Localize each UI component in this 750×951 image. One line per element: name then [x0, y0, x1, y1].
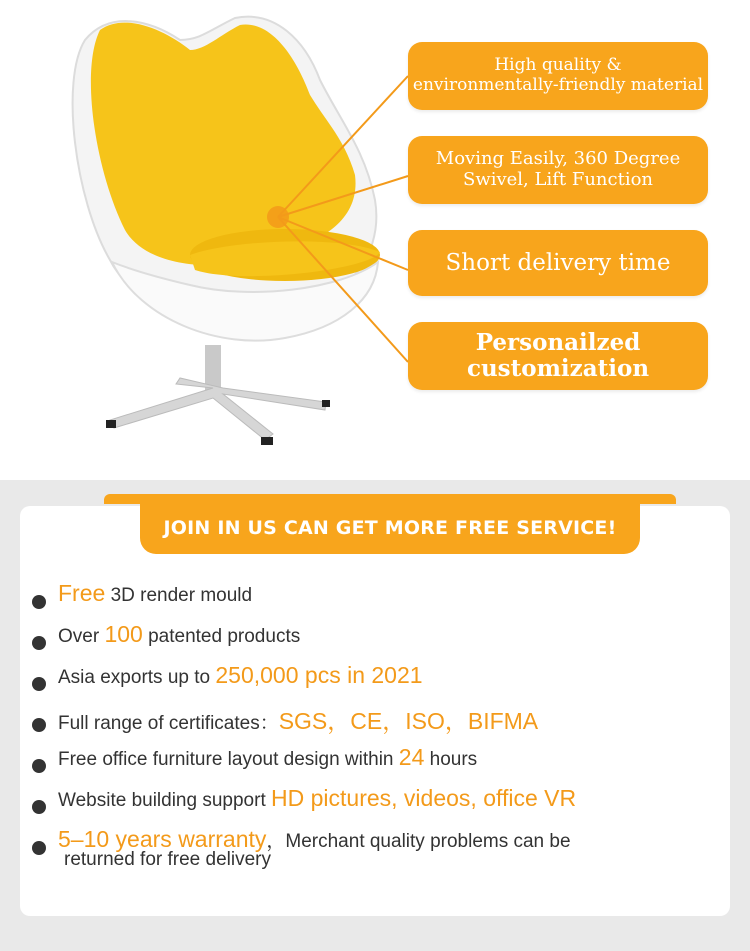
feature-text: ，Merchant quality problems can be — [266, 831, 571, 852]
callout-customization-line1: Personailzed — [475, 328, 641, 356]
callout-material — [408, 42, 708, 110]
feature-text: 3D render mould — [105, 585, 253, 606]
bullet-dot-icon — [32, 677, 46, 691]
callout-swivel-line2: Swivel, Lift Function — [462, 169, 654, 190]
bullet-dot-icon — [32, 595, 46, 609]
feature-text: Over — [58, 626, 105, 647]
bullet-dot-icon — [32, 759, 46, 773]
egg-chair-image — [40, 0, 400, 470]
callout-customization-line2: customization — [466, 355, 650, 382]
list-item — [30, 785, 720, 826]
callout-customization — [408, 322, 708, 390]
list-item — [30, 703, 720, 744]
callout-swivel — [408, 136, 708, 204]
feature-text: Free office furniture layout design within — [58, 749, 399, 770]
feature-text: patented products — [142, 626, 301, 647]
services-banner-title: JOIN IN US CAN GET MORE FREE SERVICE! — [163, 517, 617, 539]
feature-highlight: HD pictures, videos, office VR — [271, 785, 577, 811]
list-item — [30, 744, 720, 785]
feature-list — [30, 580, 720, 886]
feature-highlight: 24 — [398, 744, 425, 770]
services-banner — [140, 502, 640, 554]
callout-delivery — [408, 230, 708, 296]
list-item — [30, 621, 720, 662]
feature-highlight: 250,000 pcs in 2021 — [215, 662, 423, 688]
feature-text: Website building support — [58, 790, 271, 811]
feature-highlight: Free — [58, 580, 106, 606]
bullet-dot-icon — [32, 718, 46, 732]
callout-swivel-line1: Moving Easily, 360 Degree — [435, 148, 681, 170]
feature-highlight: SGS，CE，ISO，BIFMA — [278, 708, 539, 734]
feature-text: Asia exports up to — [58, 667, 216, 688]
feature-text-continued: returned for free delivery — [64, 849, 271, 870]
list-item — [30, 826, 720, 886]
feature-text: hours — [424, 749, 478, 770]
bullet-dot-icon — [32, 636, 46, 650]
callout-material-line1: High quality & — [494, 55, 622, 76]
callout-material-line2: environmentally-friendly material — [412, 75, 704, 95]
bullet-dot-icon — [32, 841, 46, 855]
callout-delivery-line1: Short delivery time — [445, 249, 671, 276]
feature-text: Full range of certificates： — [58, 713, 279, 734]
list-item — [30, 662, 720, 703]
list-item — [30, 580, 720, 621]
feature-highlight: 100 — [104, 621, 143, 647]
feature-highlight: 5–10 years warranty — [58, 826, 267, 852]
bullet-dot-icon — [32, 800, 46, 814]
